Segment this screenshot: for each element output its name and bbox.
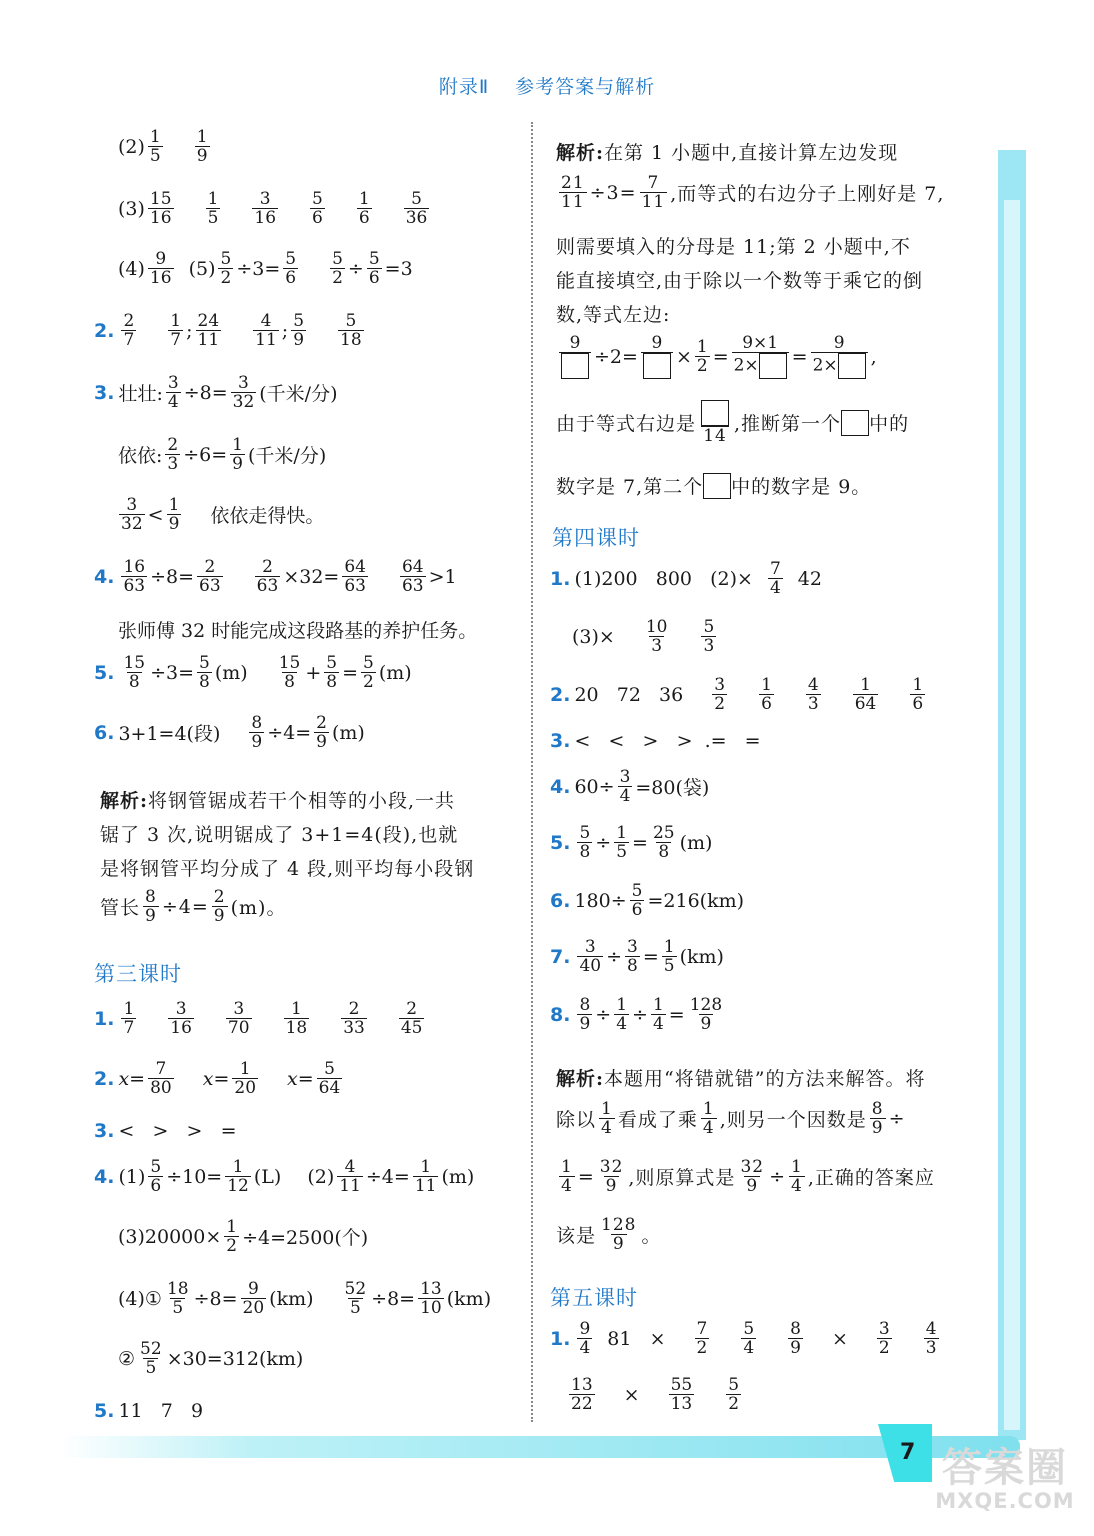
question-7: 7. $\frac{3}{40}$ ÷ $\frac{3}{8}$ = $\frac{1}{5}$ (km): [550, 937, 724, 977]
answer-line: (2) $\frac{1}{5}$ $\frac{1}{9}$: [118, 127, 208, 167]
explanation-line: 该是 $\frac{128}{9}$ 。: [556, 1215, 662, 1255]
explanation-line: 数字是 7,第二个 中的数字是 9。: [556, 472, 871, 499]
blank-box: [838, 353, 866, 379]
question-1: 1. (1)200 800 (2)× $\frac{7}{4}$ 42: [550, 559, 822, 599]
answer-line: 依依: $\frac{2}{3}$ ÷6= $\frac{1}{9}$ (千米/分): [118, 435, 327, 475]
answer-line: (3)20000× $\frac{1}{2}$ ÷4=2500(个): [118, 1217, 369, 1257]
watermark-logo: 答案圈 MXQE.COM: [935, 1445, 1075, 1513]
header-title: 参考答案与解析: [515, 76, 656, 98]
question-3: 3. < > > =: [94, 1120, 237, 1142]
question-4: 4. $\frac{16}{63}$ ÷8= $\frac{2}{63}$ $\frac{2}{63}$ ×32= $\frac{64}{63}$ $\frac{64}{63}$ >1: [94, 557, 457, 597]
page-number: 7: [900, 1440, 916, 1465]
explanation-line: 解析:本题用“将错就错”的方法来解答。将: [556, 1068, 926, 1090]
question-5: 5. $\frac{15}{8}$ ÷3= $\frac{5}{8}$ (m) $\frac{15}{8}$ + $\frac{5}{8}$ = $\frac{5}{2}$ (m): [94, 653, 412, 693]
section-title: 第四课时: [552, 526, 640, 550]
answer-line: $\frac{13}{22}$ × $\frac{55}{13}$ $\frac{5}{2}$: [571, 1375, 740, 1415]
explanation-line: 解析:在第 1 小题中,直接计算左边发现: [556, 142, 899, 164]
explanation-line: 解析:将钢管锯成若干个相等的小段,一共: [100, 790, 456, 812]
question-4: 4. 60÷ $\frac{3}{4}$ =80(袋): [550, 767, 710, 807]
section-title: 第三课时: [94, 962, 182, 986]
question-1: 1. $\frac{1}{7}$ $\frac{3}{16}$ $\frac{3}{70}$ $\frac{1}{18}$ $\frac{2}{33}$ $\frac{2}{45}$: [94, 999, 423, 1039]
question-5: 5. $\frac{5}{8}$ ÷ $\frac{1}{5}$ = $\frac{25}{8}$ (m): [550, 823, 713, 863]
question-8: 8. $\frac{8}{9}$ ÷ $\frac{1}{4}$ ÷ $\frac{1}{4}$ = $\frac{128}{9}$: [550, 995, 723, 1035]
explanation-line: 管长 $\frac{8}{9}$ ÷4= $\frac{2}{9}$ (m)。: [100, 887, 287, 927]
question-6: 6. 180÷ $\frac{5}{6}$ =216(km): [550, 881, 745, 921]
blank-box: [561, 353, 589, 379]
explanation-line: 除以 $\frac{1}{4}$ 看成了乘 $\frac{1}{4}$ ,则另一个因数是 $\frac{8}{9}$ ÷: [556, 1099, 906, 1139]
explanation-line: 锯了 3 次,说明锯成了 3+1=4(段),也就: [100, 824, 459, 846]
section-title: 第五课时: [550, 1286, 638, 1310]
blank-box: [701, 400, 729, 426]
answer-line: (4) $\frac{9}{16}$ (5) $\frac{5}{2}$ ÷3= $\frac{5}{6}$ $\frac{5}{2}$ ÷ $\frac{5}{6}$ =3: [118, 249, 413, 289]
question-2: 2. 20 72 36 $\frac{3}{2}$ $\frac{1}{6}$ $\frac{4}{3}$ $\frac{1}{64}$ $\frac{1}{6}$: [550, 675, 924, 715]
question-2: 2. x= $\frac{7}{80}$ x= $\frac{1}{20}$ x= $\frac{5}{64}$: [94, 1059, 341, 1099]
header-appendix: 附录Ⅱ: [438, 76, 490, 98]
question-3: 3. 壮壮: $\frac{3}{4}$ ÷8= $\frac{3}{32}$ (千米/分): [94, 373, 338, 413]
question-6: 6. 3+1=4(段) $\frac{8}{9}$ ÷4= $\frac{2}{9}$ (m): [94, 713, 365, 753]
explanation-line: 则需要填入的分母是 11;第 2 小题中,不: [556, 236, 911, 258]
explanation-line: 能直接填空,由于除以一个数等于乘它的倒: [556, 270, 924, 292]
question-2: 2. $\frac{2}{7}$ $\frac{1}{7}$ ; $\frac{24}{11}$ $\frac{4}{11}$ ; $\frac{5}{9}$ $\frac{5}{18}$: [94, 311, 362, 351]
explanation-line: 数,等式左边:: [556, 304, 671, 326]
answer-line: $\frac{3}{32}$ < $\frac{1}{9}$ 依依走得快。: [121, 495, 325, 535]
answer-line: (3) $\frac{15}{16}$ $\frac{1}{5}$ $\frac{3}{16}$ $\frac{5}{6}$ $\frac{1}{6}$ $\frac{5}{36}$: [118, 189, 428, 229]
right-edge-bar-inner: [1004, 200, 1020, 1430]
answer-line: (3)× $\frac{10}{3}$ $\frac{5}{3}$: [572, 617, 715, 657]
answer-line: ② $\frac{52}{5}$ ×30=312(km): [118, 1339, 304, 1379]
answer-line: 张师傅 32 时能完成这段路基的养护任务。: [118, 620, 478, 642]
column-divider: [531, 122, 533, 1422]
question-3: 3. < < > > .= =: [550, 730, 761, 752]
explanation-line: 由于等式右边是 14 ,推断第一个 中的: [556, 400, 909, 445]
blank-box: [841, 410, 869, 436]
explanation-line: $\frac{21}{11}$ ÷3= $\frac{7}{11}$ ,而等式的右边分子上刚好是 7,: [561, 173, 945, 213]
question-5: 5. 11 7 9: [94, 1400, 204, 1422]
question-1: 1. $\frac{9}{4}$ 81 × $\frac{7}{2}$ $\frac{5}{4}$ $\frac{8}{9}$ × $\frac{3}{2}$ $\frac{4}{3}$: [550, 1319, 937, 1359]
blank-box: [703, 473, 731, 499]
bottom-bar: [60, 1436, 1020, 1458]
explanation-line: 是将钢管平均分成了 4 段,则平均每小段钢: [100, 858, 475, 880]
page-header: [0, 72, 1094, 99]
explanation-line: $\frac{1}{4}$ = $\frac{32}{9}$ ,则原算式是 $\frac{32}{9}$ ÷ $\frac{1}{4}$ ,正确的答案应: [561, 1157, 935, 1197]
blank-box: [643, 353, 671, 379]
question-4: 4. (1) $\frac{5}{6}$ ÷10= $\frac{1}{12}$ (L) (2) $\frac{4}{11}$ ÷4= $\frac{1}{11}$ (m): [94, 1157, 475, 1197]
blank-box: [759, 353, 787, 379]
answer-line: (4)① $\frac{18}{5}$ ÷8= $\frac{9}{20}$ (km) $\frac{52}{5}$ ÷8= $\frac{13}{10}$ (km): [118, 1279, 492, 1319]
explanation-equation: 9 ÷2= 9 × $\frac{1}{2}$ = $\frac{9\times 1}{2\times}$ = $\frac{9}{2\times}$ ,: [556, 334, 877, 379]
